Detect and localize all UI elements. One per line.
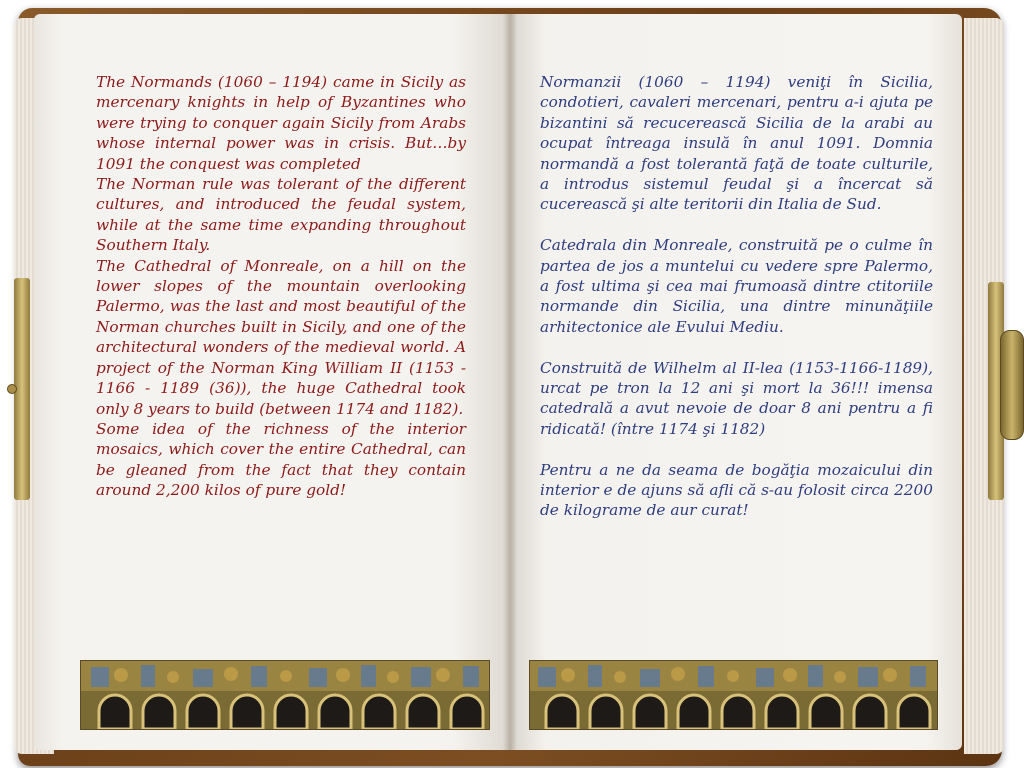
right-page-text [540, 72, 933, 521]
mosaic-image-left [80, 660, 490, 730]
left-paragraph: The Norman rule was tolerant of the different cultures, and introduced the feudal system, while at the same time expanding throughout Southern Italy. [96, 175, 466, 255]
left-page-text [96, 72, 466, 501]
book-spine-gutter [503, 14, 517, 750]
right-paragraph: Normanzii (1060 – 1194) veniţi în Sicilia, condotieri, cavaleri mercenari, pentru a-i ajuta pe bizantini să recucerească Sicilia de la arabi au ocupat întreaga insulă în anul 1091. Domnia normandă a fost tolerantă faţă de toate culturile, a introdus sistemul feudal şi a încercat să cucerească şi alte teritorii din Italia de Sud. [540, 73, 933, 214]
right-paragraph: Pentru a ne da seama de bogăţia mozaicului din interior e de ajuns să afli că s-au folosit circa 2200 de kilograme de aur curat! [540, 460, 933, 520]
mosaic-arcade-illustration [530, 661, 937, 729]
left-paragraph: The Normands (1060 – 1194) came in Sicily as mercenary knights in help of Byzantines who were trying to conquer again Sicily from Arabs whose internal power was in crisis. But…by 1091 the conquest was completed [96, 73, 466, 173]
right-paragraph: Catedrala din Monreale, construită pe o culme în partea de jos a muntelui cu vedere spre Palermo, a fost ultima şi cea mai frumoasă dintre ctitoriile normande din Sicilia, una dintre minunăţiile arhitectonice ale Evului Mediu. [540, 236, 933, 336]
clasp-lock-icon [1000, 330, 1024, 440]
right-paragraph: Construită de Wilhelm al II-lea (1153-1166-1189), urcat pe tron la 12 ani şi mort la 36!!! imensa catedrală a avut nevoie de doar 8 ani pentru a fi ridicată! (între 1174 şi 1182) [540, 358, 933, 438]
mosaic-arcade-illustration [81, 661, 489, 729]
clasp-pin [7, 384, 17, 394]
mosaic-image-right [529, 660, 938, 730]
left-paragraph: The Cathedral of Monreale, on a hill on the lower slopes of the mountain overlooking Palermo, was the last and most beautiful of the Norman churches built in Sicily, and one of the architectural wonders of the medieval world. A project of the Norman King William II (1153 - 1166 - 1189 (36)), the huge Cathedral took only 8 years to build (between 1174 and 1182). [96, 256, 466, 418]
left-paragraph: Some idea of the richness of the interior mosaics, which cover the entire Cathedral, can be gleaned from the fact that they contain around 2,200 kilos of pure gold! [96, 419, 466, 500]
